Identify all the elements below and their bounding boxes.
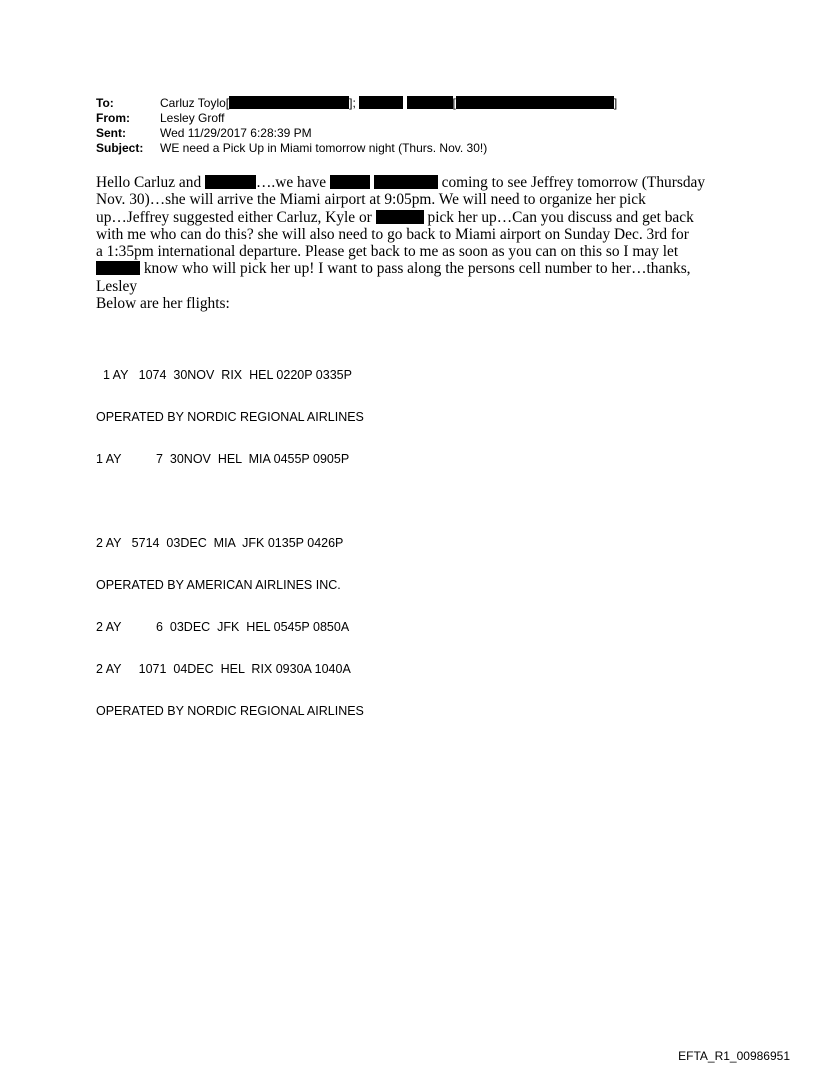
redaction-box: [229, 96, 349, 109]
flight-line: 2 AY 6 03DEC JFK HEL 0545P 0850A: [96, 620, 350, 634]
sent-label: Sent:: [96, 126, 126, 140]
redaction-box: [359, 96, 403, 109]
flight-line: OPERATED BY NORDIC REGIONAL AIRLINES: [96, 410, 364, 424]
subject-value: WE need a Pick Up in Miami tomorrow night (Thurs. Nov. 30!): [160, 141, 488, 155]
redaction-box: [407, 96, 453, 109]
flight-line: 1 AY 1074 30NOV RIX HEL 0220P 0335P: [96, 368, 352, 382]
flight-line: 2 AY 1071 04DEC HEL RIX 0930A 1040A: [96, 662, 351, 676]
flight-line: OPERATED BY AMERICAN AIRLINES INC.: [96, 578, 341, 592]
redaction-box: [374, 175, 438, 189]
sent-value: Wed 11/29/2017 6:28:39 PM: [160, 126, 312, 140]
from-value: Lesley Groff: [160, 111, 225, 125]
flight-itinerary: [96, 340, 364, 732]
subject-label: Subject:: [96, 141, 144, 155]
redaction-box: [205, 175, 256, 189]
from-label: From:: [96, 111, 130, 125]
redaction-box: [96, 261, 140, 275]
email-body: Hello Carluz and ….we have coming to see Jeffrey tomorrow (Thursday Nov. 30)…she will arrive the Miami airport at 9:05pm. We will need to organize her pick up…Jeffrey suggested either Carluz, Kyle or pick her up…Can you discuss and get back with me who can do this? she will also need to go back to Miami airport on Sunday Dec. 3rd for a 1:35pm international departure. Please get back to me as soon as you can on this so I may let know who will pick her up! I want to pass along the persons cell number to her…thanks, Lesley Below are her flights:: [96, 174, 706, 313]
flight-line: OPERATED BY NORDIC REGIONAL AIRLINES: [96, 704, 364, 718]
to-value: Carluz Toylo[: [160, 96, 230, 110]
document-id: EFTA_R1_00986951: [678, 1049, 790, 1063]
flight-line: [96, 494, 364, 508]
redaction-box: [456, 96, 614, 109]
redaction-box: [330, 175, 370, 189]
to-label: To:: [96, 96, 114, 110]
redaction-box: [376, 210, 424, 224]
flight-line: 1 AY 7 30NOV HEL MIA 0455P 0905P: [96, 452, 350, 466]
flight-line: 2 AY 5714 03DEC MIA JFK 0135P 0426P: [96, 536, 344, 550]
